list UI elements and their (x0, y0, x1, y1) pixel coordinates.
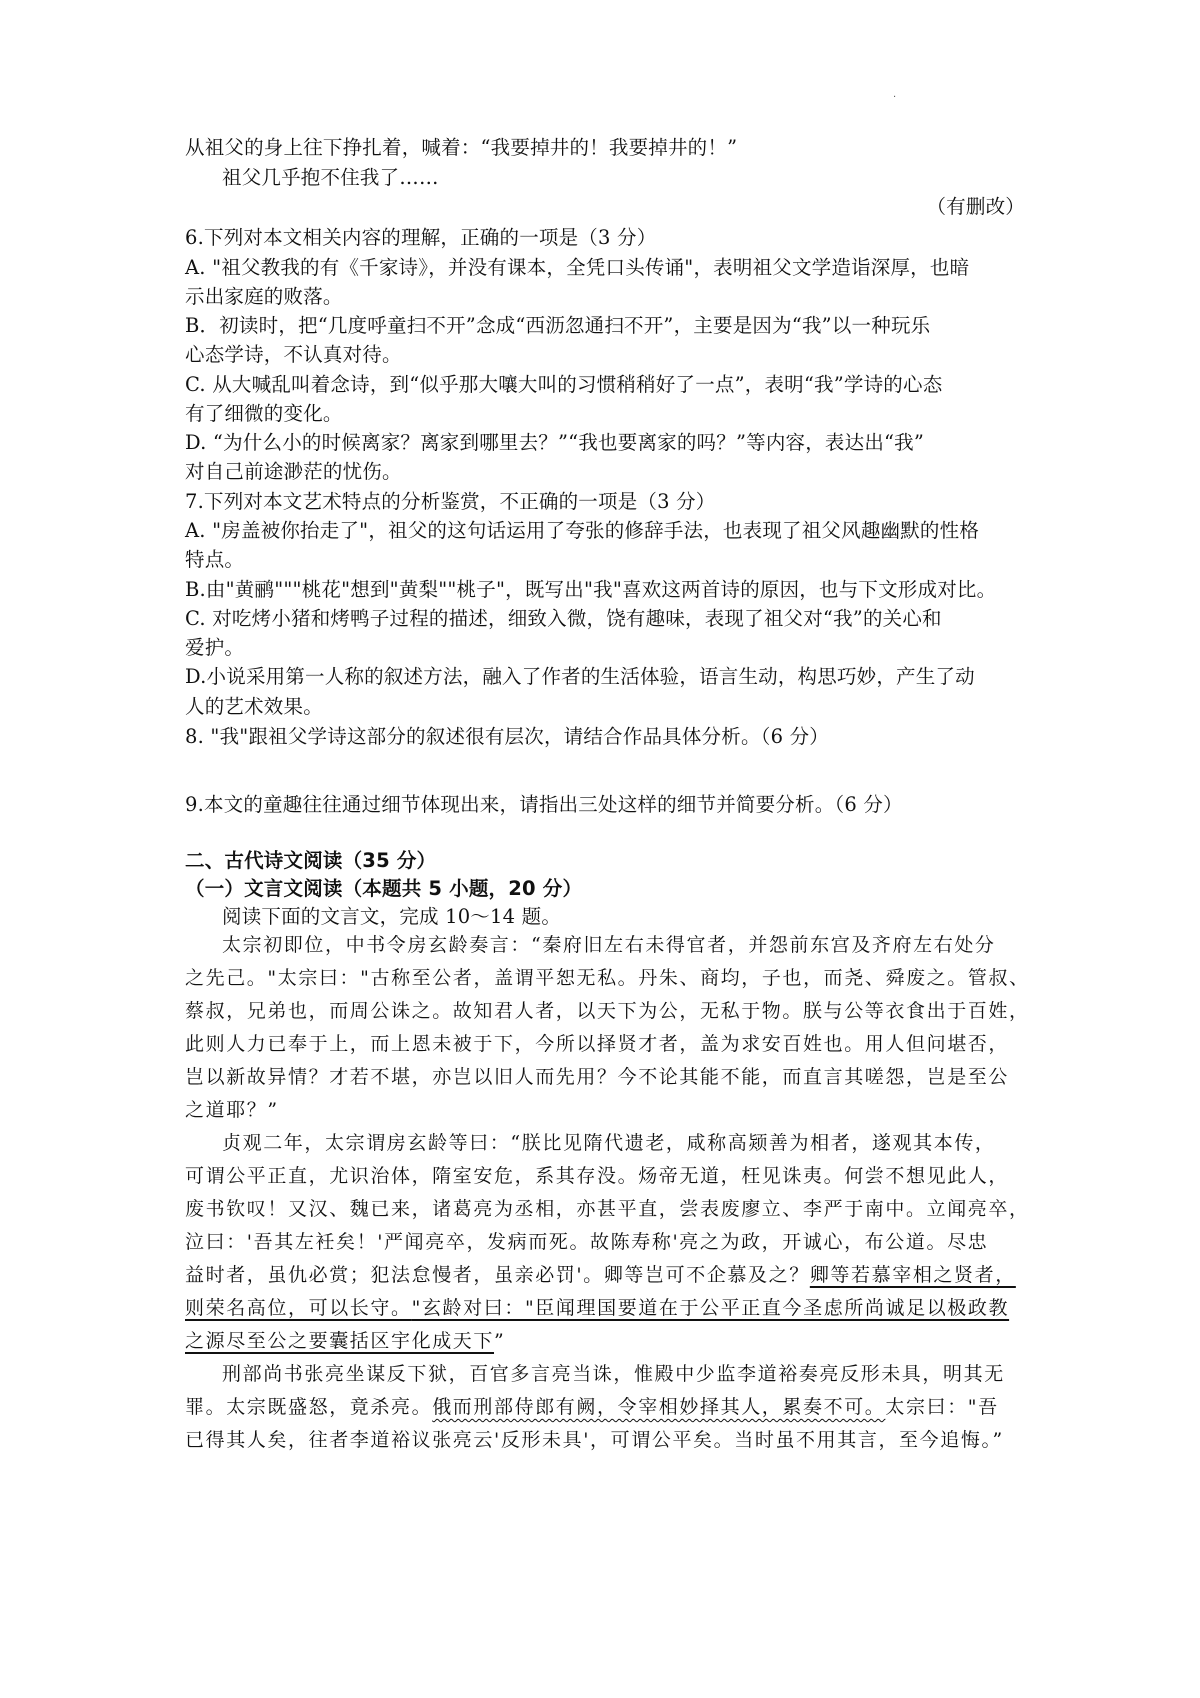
question-9: 9.本文的童趣往往通过细节体现出来，请指出三处这样的细节并简要分析。（6 分） (185, 793, 903, 816)
passage-line: 之道耶？” (185, 1099, 279, 1121)
q6-option-a: A. "祖父教我的有《千家诗》，并没有课本，全凭口头传诵"，表明祖父文学造诣深厚，也暗 (185, 256, 970, 279)
unpunctuated-segment: 之源尽至公之要囊括区宇化成天下 (185, 1330, 495, 1352)
passage-line: 岂以新故异情？才若不堪，亦岂以旧人而先用？今不论其能不能，而直言其嗟怨，岂是至公 (185, 1066, 1010, 1088)
passage-line: 贞观二年，太宗谓房玄龄等曰：“朕比见隋代遗老，咸称高颎善为相者，遂观其本传， (222, 1132, 996, 1154)
q6-option-c-cont: 有了细微的变化。 (185, 402, 343, 425)
passage-line: 蔡叔，兄弟也，而周公诛之。故知君人者，以天下为公，无私于物。朕与公等衣食出于百姓， (185, 1000, 1030, 1022)
unpunctuated-segment: "玄龄对曰："臣闻理国要道在于公平正直今圣虑所尚诚足以极政教 (411, 1297, 1010, 1319)
q7-option-a-cont: 特点。 (185, 548, 245, 571)
passage-line (185, 1392, 1025, 1422)
story-line: 祖父几乎抱不住我了…… (222, 166, 439, 189)
underlined-sentence: 则荣名高位，可以长守。 (185, 1297, 412, 1319)
question-6-stem: 6.下列对本文相关内容的理解，正确的一项是（3 分） (185, 226, 657, 249)
passage-line (185, 1293, 1025, 1323)
underlined-sentence: 卿等若慕宰相之贤者， (809, 1264, 1016, 1286)
passage-line: 此则人力已奉于上，而上恩未被于下，今所以择贤才者，盖为求安百姓也。用人但问堪否， (185, 1033, 1010, 1055)
underlined-sentence: 俄而刑部侍郎有阙，令宰相妙择其人，累奏不可。 (432, 1396, 886, 1418)
passage-segment: 罪。太宗既盛怒，竟杀亮。 (185, 1396, 433, 1418)
q7-option-d-cont: 人的艺术效果。 (185, 695, 323, 718)
q6-option-d: D. “为什么小的时候离家？离家到哪里去？”“我也要离家的吗？”等内容，表达出“我” (185, 431, 925, 454)
passage-segment: 益时者，虽仇必赏；犯法怠慢者，虽亲必罚'。卿等岂可不企慕及之？ (185, 1264, 810, 1286)
question-8: 8. "我"跟祖父学诗这部分的叙述很有层次，请结合作品具体分析。（6 分） (185, 725, 829, 748)
section-title: 二、古代诗文阅读（35 分） (185, 849, 437, 872)
passage-line: 可谓公平正直，尤识治体，隋室安危，系其存没。炀帝无道，枉见诛夷。何尝不想见此人， (185, 1165, 1010, 1187)
passage-line: 废书钦叹！又汉、魏已来，诸葛亮为丞相，亦甚平直，尝表废廖立、李严于南中。立闻亮卒， (185, 1198, 1030, 1220)
q7-option-c: C. 对吃烤小猪和烤鸭子过程的描述，细致入微，饶有趣味，表现了祖父对“我”的关心和 (185, 607, 942, 630)
corner-mark: · (893, 92, 897, 103)
q6-option-d-cont: 对自己前途渺茫的忧伤。 (185, 460, 402, 483)
subsection-title: （一）文言文阅读（本题共 5 小题，20 分） (185, 877, 583, 900)
q7-option-b: B.由"黄鹂"""桃花"想到"黄梨""桃子"，既写出"我"喜欢这两首诗的原因，也与下文形成对比。 (185, 578, 997, 601)
q7-option-c-cont: 爱护。 (185, 636, 245, 659)
q6-option-a-cont: 示出家庭的败落。 (185, 285, 343, 308)
passage-segment: ” (494, 1330, 506, 1352)
source-note: （有删改） (926, 195, 1025, 218)
passage-line: 已得其人矣，往者李道裕议张亮云'反形未具'，可谓公平矣。当时虽不用其言，至今追悔。” (185, 1429, 1004, 1451)
q6-option-c: C. 从大喊乱叫着念诗，到“似乎那大嚷大叫的习惯稍稍好了一点”，表明“我”学诗的心态 (185, 373, 943, 396)
story-line: 从祖父的身上往下挣扎着，喊着：“我要掉井的！我要掉井的！” (185, 136, 738, 159)
passage-line (185, 1326, 1025, 1356)
q6-option-b: B．初读时，把“几度呼童扫不开”念成“西沥忽通扫不开”，主要是因为“我”以一种玩乐 (185, 314, 931, 337)
passage-segment: 太宗曰："吾 (885, 1396, 999, 1418)
q7-option-a: A. "房盖被你抬走了"，祖父的这句话运用了夸张的修辞手法，也表现了祖父风趣幽默的性格 (185, 519, 980, 542)
passage-line: 之先己。"太宗曰："古称至公者，盖谓平恕无私。丹朱、商均，子也，而尧、舜废之。管叔、 (185, 967, 1030, 989)
question-7-stem: 7.下列对本文艺术特点的分析鉴赏，不正确的一项是（3 分） (185, 490, 716, 513)
q6-option-b-cont: 心态学诗，不认真对待。 (185, 343, 402, 366)
passage-line (185, 1260, 1025, 1290)
passage-line: 太宗初即位，中书令房玄龄奏言：“秦府旧左右未得官者，并怨前东宫及齐府左右处分 (222, 934, 996, 956)
q7-option-d: D.小说采用第一人称的叙述方法，融入了作者的生活体验，语言生动，构思巧妙，产生了动 (185, 665, 975, 688)
passage-line: 泣曰：'吾其左衽矣！'严闻亮卒，发病而死。故陈寿称'亮之为政，开诚心，布公道。尽忠 (185, 1231, 989, 1253)
reading-instruction: 阅读下面的文言文，完成 10～14 题。 (222, 905, 562, 928)
passage-line: 刑部尚书张亮坐谋反下狱，百官多言亮当诛，惟殿中少监李道裕奏亮反形未具，明其无 (222, 1363, 1005, 1385)
